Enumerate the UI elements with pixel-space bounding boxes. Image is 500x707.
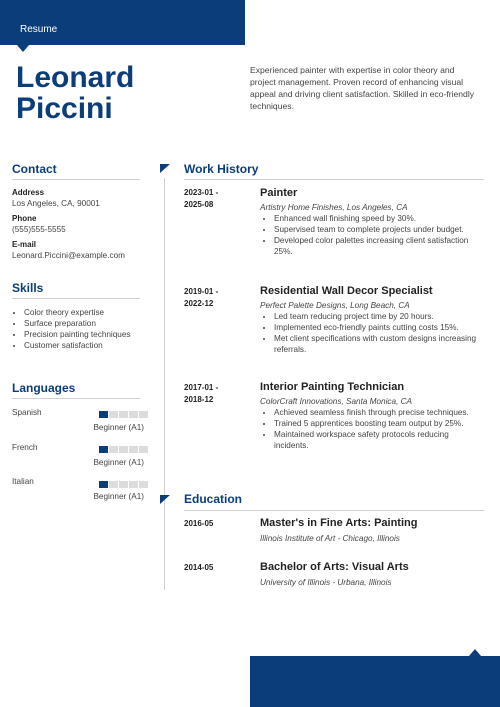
edu-degree: Bachelor of Arts: Visual Arts [260,561,409,573]
rating-segment [119,411,128,418]
skill-item: • Surface preparation [24,318,137,329]
address-value: Los Angeles, CA, 90001 [12,199,100,208]
language-rating-bar [99,481,148,488]
edu-date: 2014-05 [184,563,214,572]
job-company: Perfect Palette Designs, Long Beach, CA [260,301,410,310]
skills-list [12,307,137,351]
work-divider [184,179,484,180]
job-title: Residential Wall Decor Specialist [260,285,433,297]
rating-segment [99,411,108,418]
job-start: 2017-01 - [184,383,219,392]
phone-label: Phone [12,214,37,223]
job-bullet: • Developed color palettes increasing client satisfaction 25%. [274,235,485,257]
rating-segment [139,481,148,488]
rating-segment [109,411,118,418]
rating-segment [129,481,138,488]
job-bullet: • Supervised team to complete projects under budget. [274,224,485,235]
rating-segment [119,481,128,488]
job-bullet: • Led team reducing project time by 20 hours. [274,311,485,322]
job-bullet: • Implemented eco-friendly paints cutting costs 15%. [274,322,485,333]
rating-segment [109,446,118,453]
rating-segment [109,481,118,488]
rating-segment [129,446,138,453]
job-bullet: • Enhanced wall finishing speed by 30%. [274,213,485,224]
job-dates [184,187,218,211]
job-bullets [260,311,485,355]
languages-heading: Languages [12,381,76,395]
last-name: Piccini [16,92,113,125]
job-start: 2023-01 - [184,188,219,197]
address-label: Address [12,188,45,197]
job-start: 2019-01 - [184,287,219,296]
skill-item: • Customer satisfaction [24,340,137,351]
rating-segment [99,481,108,488]
skill-item: • Color theory expertise [24,307,137,318]
job-bullet: • Achieved seamless finish through precise techniques. [274,407,485,418]
job-dates [184,286,218,310]
language-name: Italian [12,477,34,486]
job-bullet: • Trained 5 apprentices boosting team output by 25%. [274,418,485,429]
footer-block [250,656,500,707]
edu-degree: Master's in Fine Arts: Painting [260,517,418,529]
skill-item: • Precision painting techniques [24,329,137,340]
education-flag-icon [160,495,170,504]
job-end: 2018-12 [184,395,214,404]
phone-value: (555)555-5555 [12,225,66,234]
job-dates [184,382,218,406]
job-bullet: • Maintained workspace safety protocols reducing incidents. [274,429,485,451]
education-divider [184,510,484,511]
contact-divider [12,179,140,180]
timeline-line [164,178,165,590]
language-level: Beginner (A1) [93,423,144,432]
rating-segment [119,446,128,453]
job-bullets [260,213,485,257]
contact-heading: Contact [12,162,57,176]
edu-date: 2016-05 [184,519,214,528]
candidate-name [16,62,134,124]
skills-heading: Skills [12,281,44,295]
languages-divider [12,398,140,399]
rating-segment [99,446,108,453]
job-company: ColorCraft Innovations, Santa Monica, CA [260,397,412,406]
job-end: 2022-12 [184,299,214,308]
resume-tag: Resume [20,24,58,35]
rating-segment [139,446,148,453]
language-level: Beginner (A1) [93,492,144,501]
summary-text: Experienced painter with expertise in color theory and project management. Proven record of enhancing visual appeal and driving client satisfaction. Skilled in eco-friendly techniques. [250,65,475,111]
language-rating-bar [99,411,148,418]
job-end: 2025-08 [184,200,214,209]
rating-segment [129,411,138,418]
email-label: E-mail [12,240,37,249]
job-company: Artistry Home Finishes, Los Angeles, CA [260,203,408,212]
language-rating-bar [99,446,148,453]
job-bullets [260,407,485,451]
edu-school: University of Illinois - Urbana, Illinois [260,578,392,587]
skills-divider [12,298,140,299]
email-value: Leonard.Piccini@example.com [12,251,125,260]
job-title: Interior Painting Technician [260,381,405,393]
work-flag-icon [160,164,170,173]
rating-segment [139,411,148,418]
job-bullet: • Met client specifications with custom designs increasing referrals. [274,333,485,355]
education-heading: Education [184,492,243,506]
language-name: Spanish [12,408,42,417]
footer-notch [469,649,481,656]
work-heading: Work History [184,162,259,176]
job-title: Painter [260,187,298,199]
language-name: French [12,443,38,452]
edu-school: Illinois Institute of Art - Chicago, Illinois [260,534,400,543]
first-name: Leonard [16,61,135,94]
language-level: Beginner (A1) [93,458,144,467]
